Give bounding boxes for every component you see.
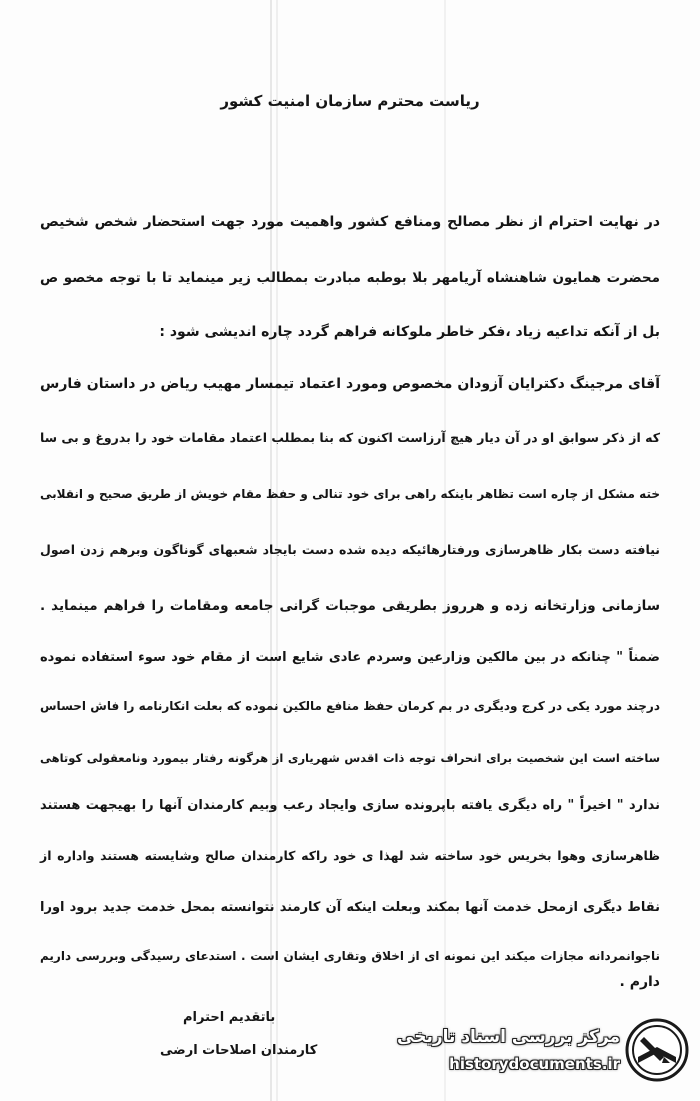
letter-line: ندارد " اخیراً " راه دیگری یافته باپرونده سازی وایجاد رعب وبیم کارمندان آنها را بهیجهت هستند [40, 798, 660, 813]
letter-line: در نهایت احترام از نظر مصالح ومنافع کشور واهمیت مورد جهت استحضار شخص شخیص [40, 214, 660, 230]
watermark-url: historydocuments.ir [449, 1055, 620, 1073]
watermark [397, 1017, 692, 1089]
letter-line: ساخته است این شخصیت برای انحراف توجه ذات اقدس شهریاری از هرگونه رفتار بیمورد ونامعقولی کوتاهی [40, 751, 660, 765]
letter-line: نقاط دیگری ازمحل خدمت آنها بمکند وبعلت اینکه آن کارمند نتوانسته بمحل خدمت جدید برود اورا [40, 900, 660, 915]
letter-heading: ریاست محترم سازمان امنیت کشور [220, 92, 480, 110]
signature-line: کارمندان اصلاحات ارضی [160, 1043, 318, 1058]
letter-line: که از ذکر سوابق او در آن دیار هیچ آرزاست اکنون که بنا بمطلب اعتماد مقامات خود را بدروغ و بی سا [40, 430, 660, 445]
letter-line: درچند مورد یکی در کرج ودیگری در بم کرمان حفظ منافع مالکین نموده که بعلت انکارنامه را فاش احساس [40, 699, 660, 713]
letter-line: ضمناً " چنانکه در بین مالکین وزارعین وسردم عادی شایع است از مقام خود سوء استفاده نموده [40, 650, 660, 665]
letter-line: سازمانی وزارتخانه زده و هرروز بطریقی موجبات گرانی جامعه ومقامات را فراهم مینماید . [40, 598, 660, 614]
letter-line: دارم . [619, 974, 660, 990]
letter-line: محضرت همایون شاهنشاه آریامهر بلا بوطبه مبادرت بمطالب زیر مینماید تا با توجه مخصو ص [40, 270, 660, 286]
letter-line: آقای مرجینگ دکترایان آزودان مخصوص ومورد اعتماد تیمسار مهیب ریاض در داستان فارس [40, 376, 660, 392]
letter-line: ناجوانمردانه مجازات میکند این نمونه ای از اخلاق وتقاری ایشان است . استدعای رسیدگی وبررسی داریم [40, 949, 660, 963]
letter-line: بل از آنکه تداعیه زیاد ،فکر خاطر ملوکانه فراهم گردد چاره اندیشی شود : [159, 324, 660, 340]
letter-line: خته مشکل از چاره است تظاهر باینکه راهی برای خود تنالی و حفظ مقام خویش از طریق صحیح و انقلابی [40, 487, 660, 501]
book-pen-icon [624, 1017, 690, 1083]
letter-line: ظاهرسازی وهوا بخریس خود ساخته شد لهذا ی خود راکه کارمندان صالح وشایسته هستند واداره از [40, 848, 660, 863]
watermark-title: مرکز بررسی اسناد تاریخی [397, 1027, 620, 1047]
letter-line: نیافته دست بکار ظاهرسازی ورفتارهائیکه دیده شده دست بایجاد شعبهای گوناگون وبرهم زدن اصول [40, 542, 660, 557]
closing-salutation: باتقدیم احترام [183, 1010, 276, 1025]
